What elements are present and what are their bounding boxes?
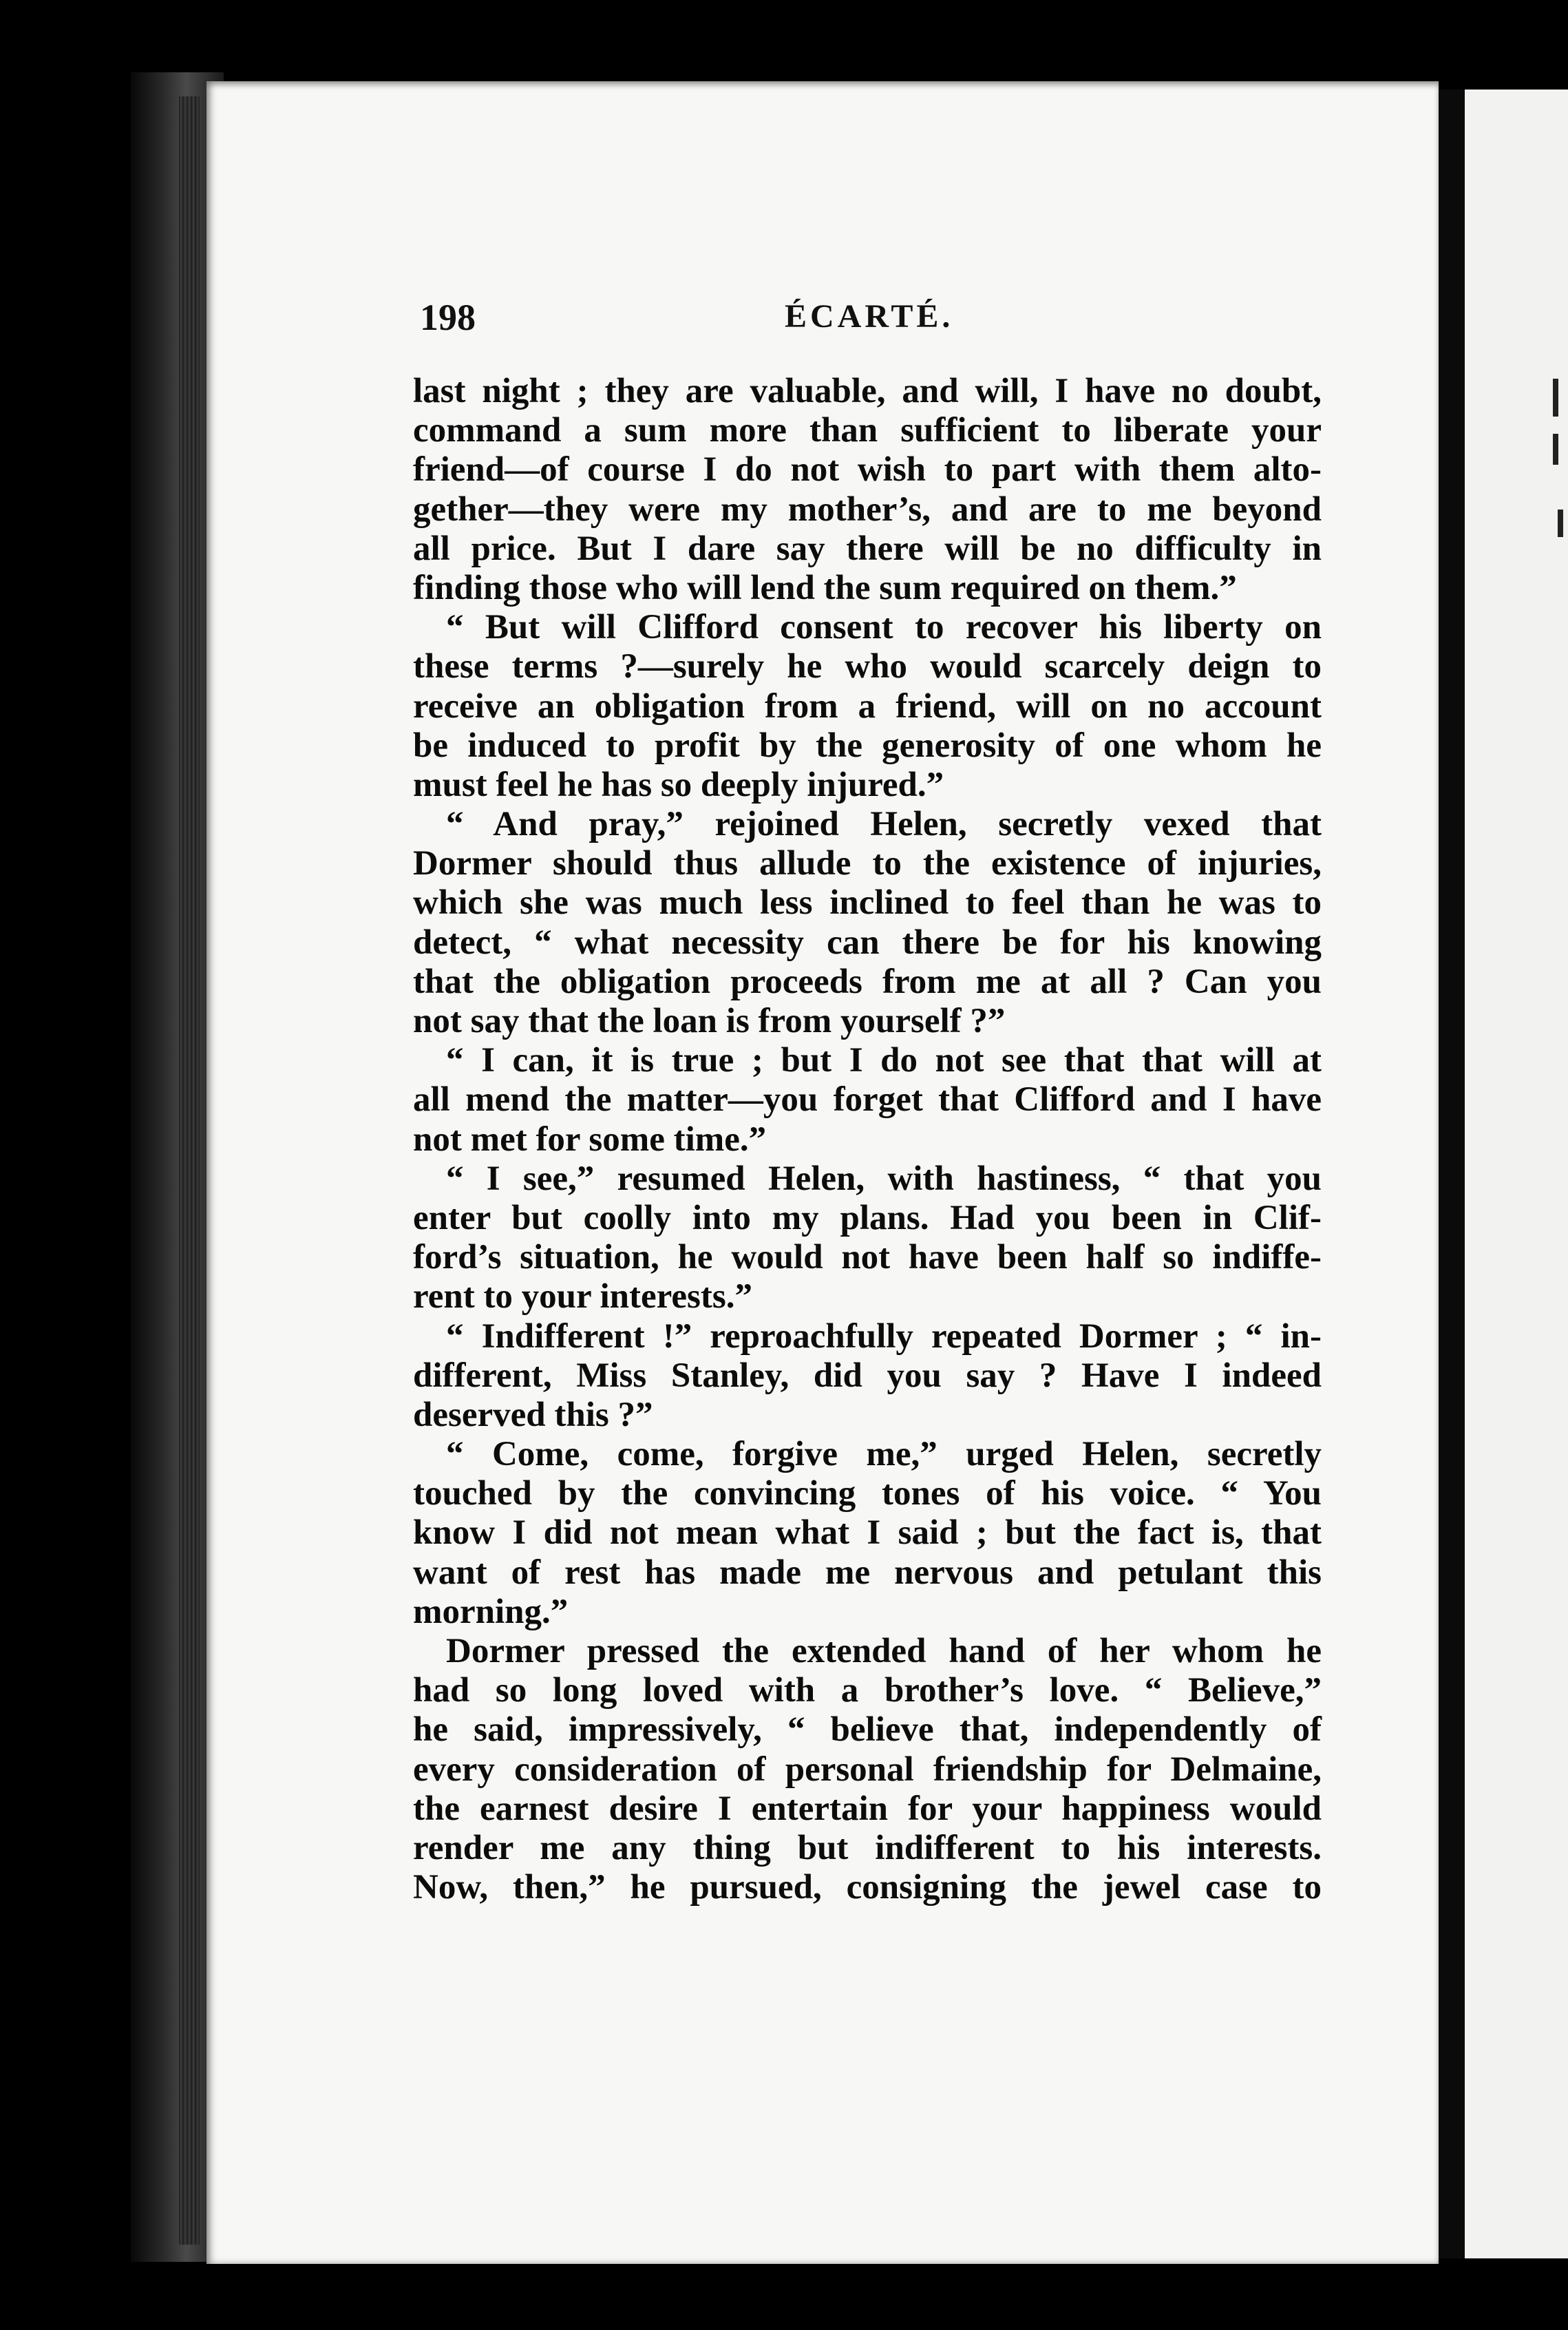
text-line: “ Indifferent !” reproachfully repeated Dormer ; “ in-	[446, 1316, 1322, 1356]
text-line: “ I see,” resumed Helen, with hastiness, “ that you	[446, 1159, 1322, 1198]
text-line: gether—they were my mother’s, and are to me beyond	[413, 490, 1322, 529]
text-line: had so long loved with a brother’s love. “ Believe,”	[413, 1671, 1322, 1710]
book-page-right	[1465, 90, 1568, 2258]
text-line: Now, then,” he pursued, consigning the jewel case to	[413, 1868, 1322, 1907]
body-text	[413, 372, 1322, 1907]
running-title: ÉCARTÉ.	[785, 298, 954, 335]
text-line: “ I can, it is true ; but I do not see that that will at	[446, 1041, 1322, 1080]
text-line: friend—of course I do not wish to part with them alto-	[413, 450, 1322, 490]
text-line: must feel he has so deeply injured.”	[413, 765, 944, 804]
text-line: be induced to profit by the generosity of one whom he	[413, 726, 1322, 765]
text-line: Dormer should thus allude to the existence of injuries,	[413, 844, 1322, 883]
text-line: finding those who will lend the sum required on them.”	[413, 568, 1237, 607]
text-line: “ But will Clifford consent to recover his liberty on	[446, 608, 1322, 647]
text-line: know I did not mean what I said ; but the fact is, that	[413, 1513, 1322, 1553]
text-line: want of rest has made me nervous and petulant this	[413, 1553, 1322, 1592]
text-line: he said, impressively, “ believe that, independently of	[413, 1710, 1322, 1750]
text-line: all price. But I dare say there will be no difficulty in	[413, 529, 1322, 568]
text-line: different, Miss Stanley, did you say ? Have I indeed	[413, 1356, 1322, 1395]
text-line: render me any thing but indifferent to his interests.	[413, 1828, 1322, 1867]
facing-page-mark	[1553, 434, 1558, 465]
text-line: “ Come, come, forgive me,” urged Helen, secretly	[446, 1435, 1322, 1474]
text-line: morning.”	[413, 1592, 569, 1631]
facing-page-mark	[1558, 510, 1563, 537]
text-line: touched by the convincing tones of his voice. “ You	[413, 1474, 1322, 1513]
text-line: enter but coolly into my plans. Had you been in Clif-	[413, 1198, 1322, 1237]
text-line: which she was much less inclined to feel than he was to	[413, 883, 1322, 923]
text-line: all mend the matter—you forget that Clifford and I have	[413, 1080, 1322, 1120]
text-line: not met for some time.”	[413, 1120, 767, 1159]
text-line: the earnest desire I entertain for your happiness would	[413, 1789, 1322, 1828]
running-head	[420, 296, 1342, 351]
page-number: 198	[420, 297, 476, 338]
text-line: every consideration of personal friendship for Delmaine,	[413, 1750, 1322, 1789]
text-line: “ And pray,” rejoined Helen, secretly vexed that	[446, 805, 1322, 844]
text-line: these terms ?—surely he who would scarcely deign to	[413, 647, 1322, 686]
text-line: not say that the loan is from yourself ?”	[413, 1002, 1006, 1040]
text-line: receive an obligation from a friend, will on no account	[413, 686, 1322, 726]
text-line: deserved this ?”	[413, 1395, 653, 1434]
facing-page-mark	[1553, 379, 1558, 417]
text-line: command a sum more than sufficient to liberate your	[413, 411, 1322, 450]
text-line: detect, “ what necessity can there be for his knowing	[413, 923, 1322, 962]
text-line: ford’s situation, he would not have been half so indiffe-	[413, 1238, 1322, 1277]
text-line: that the obligation proceeds from me at all ? Can you	[413, 962, 1322, 1001]
text-line: Dormer pressed the extended hand of her whom he	[446, 1632, 1322, 1670]
book-gutter	[1439, 90, 1465, 2258]
text-line: rent to your interests.”	[413, 1277, 752, 1316]
text-line: last night ; they are valuable, and will, I have no doubt,	[413, 372, 1322, 410]
page-edges	[179, 96, 200, 2245]
